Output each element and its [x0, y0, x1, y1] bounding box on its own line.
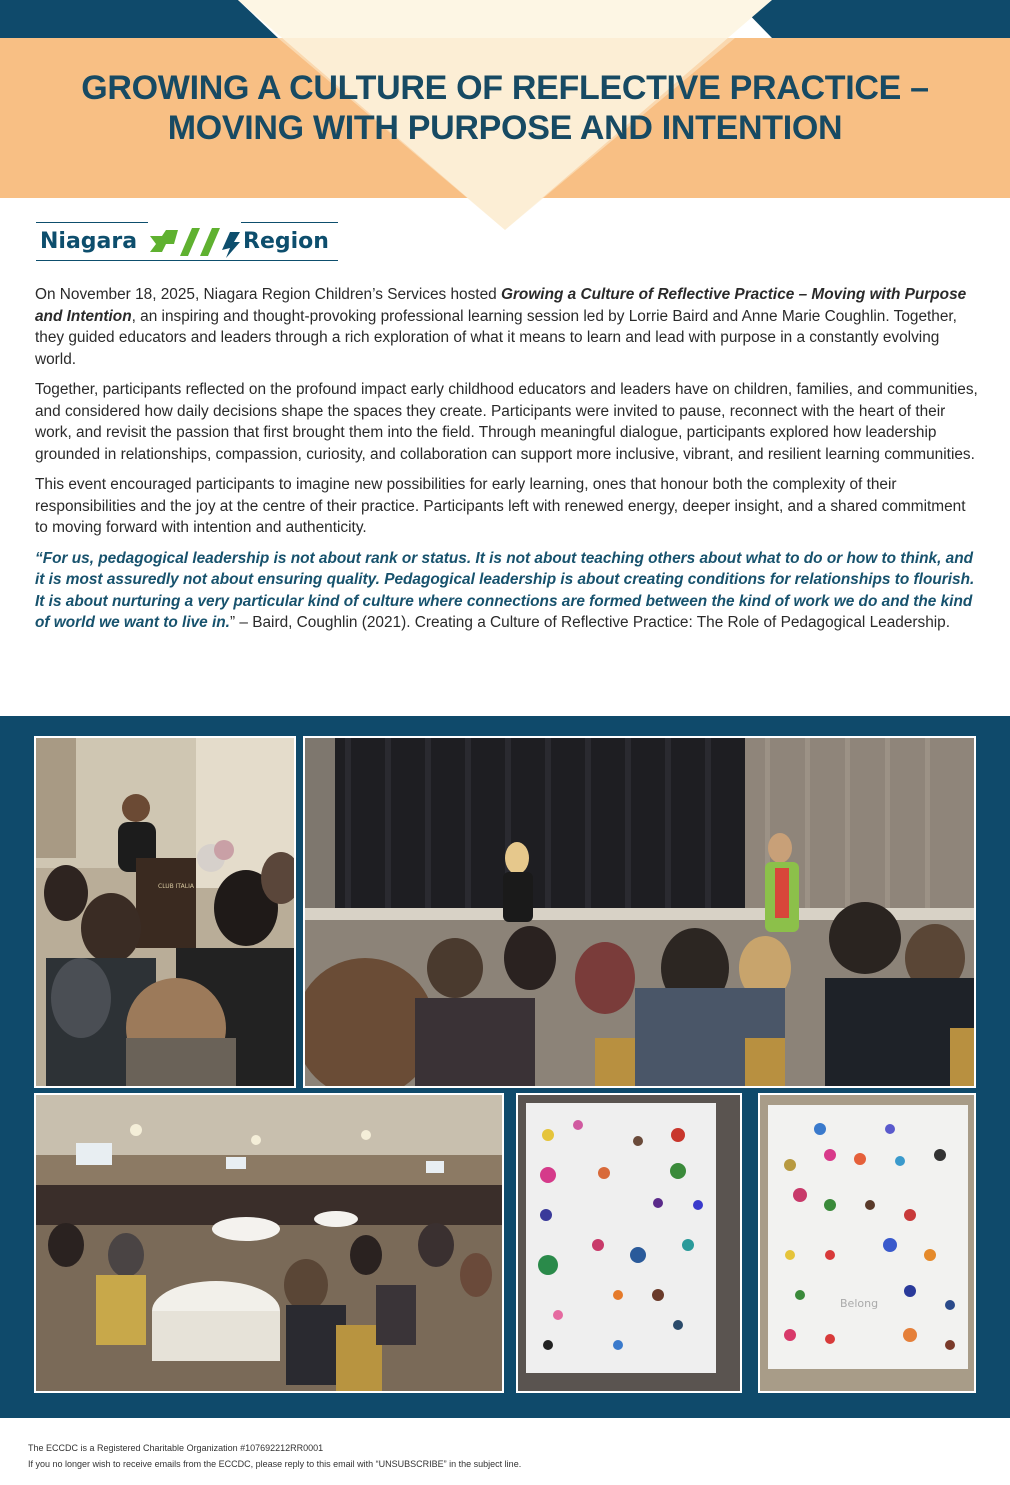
footer-unsubscribe-line: If you no longer wish to receive emails from the ECCDC, please reply to this email with “UNSUBSCRIBE” in the subject line.	[28, 1459, 522, 1469]
title-line-2: MOVING WITH PURPOSE AND INTENTION	[167, 109, 843, 147]
podium-label: CLUB ITALIA	[158, 883, 194, 890]
paragraph-intro: On November 18, 2025, Niagara Region Children’s Services hosted Growing a Culture of Reflective Practice – Moving with Purpose and Intention, an inspiring and thought-provoking professional learning session led by Lorrie Baird and Anne Marie Coughlin. Together, they guided educators and leaders through a rich exploration of what it means to learn and lead with purpose in a constantly evolving world.	[35, 286, 967, 368]
pull-quote: “For us, pedagogical leadership is not about rank or status. It is not about teaching others about what to do or how to think, and it is most assuredly not about ensuring quality. Pedagogical leadership is about creating conditions for relationships to flourish. It is about nurturing a very particular kind of culture where connections are formed between the kind of work we do and the kind of world we want to live in.	[35, 549, 975, 631]
quote-citation: ” – Baird, Coughlin (2021). Creating a Culture of Reflective Practice: The Role of Pedagogical Leadership.	[229, 614, 951, 631]
niagara-region-logo	[36, 222, 338, 262]
photo-collage-board-1	[516, 1093, 742, 1393]
paragraph-possibilities: This event encouraged participants to imagine new possibilities for early learning, ones that honour both the complexity of their responsibilities and the joy at the centre of their practice. Participants left with renewed energy, deeper insight, and a shared commitment to moving forward with intention and authenticity.	[35, 476, 966, 536]
logo-word-niagara: Niagara	[40, 229, 138, 254]
article-body	[35, 284, 980, 643]
board-word: Belong	[840, 1297, 879, 1310]
paragraph-quote	[35, 548, 980, 634]
niagara-region-logo-icon	[148, 222, 243, 262]
page-title	[20, 68, 990, 148]
header-banner	[0, 0, 1010, 240]
photo-speaker-at-podium	[34, 736, 296, 1088]
event-name: Growing a Culture of Reflective Practice – Moving with Purpose and Intention	[35, 286, 967, 325]
footer	[28, 1440, 988, 1472]
paragraph-reflection: Together, participants reflected on the profound impact early childhood educators and leaders have on children, families, and communities, and considered how daily decisions shape the spaces they create. Participants were invited to pause, reconnect with the heart of their work, and revisit the passion that first brought them into the field. Through meaningful dialogue, participants explored how leadership grounded in relationships, compassion, curiosity, and collaboration can support more inclusive, vibrant, and resilient learning communities.	[35, 381, 978, 463]
photo-gallery	[0, 716, 1010, 1418]
logo-word-region: Region	[243, 229, 329, 254]
photo-presenters-and-audience	[303, 736, 976, 1088]
title-line-1: GROWING A CULTURE OF REFLECTIVE PRACTICE –	[81, 69, 929, 107]
photo-collage-board-2	[758, 1093, 976, 1393]
photo-ballroom-participants	[34, 1093, 504, 1393]
footer-charity-line: The ECCDC is a Registered Charitable Organization #107692212RR0001	[28, 1443, 324, 1453]
